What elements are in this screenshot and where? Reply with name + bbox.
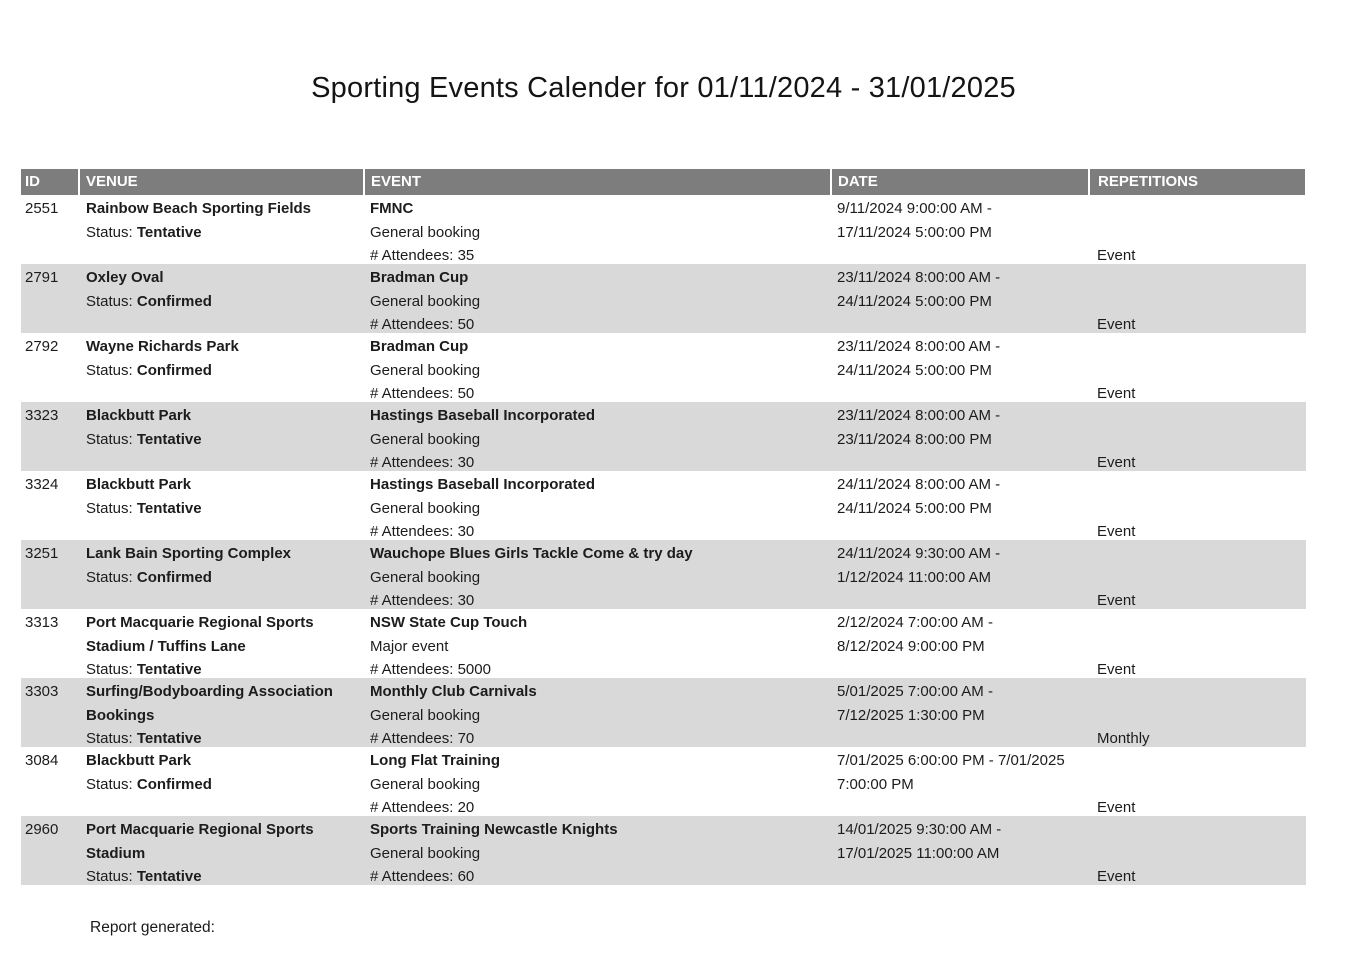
attendees-count: # Attendees: 20 [370, 799, 475, 816]
status-label: Status: [86, 499, 133, 517]
venue-name-line: Stadium / Tuffins Lane [86, 637, 246, 655]
repetition-value: Monthly [1097, 730, 1150, 747]
venue-cell [79, 195, 364, 264]
status-value: Confirmed [136, 361, 212, 379]
status-value: Tentative [136, 223, 202, 241]
venue-name-line: Stadium [86, 844, 146, 862]
event-cell [364, 816, 831, 885]
date-line: 24/11/2024 5:00:00 PM [837, 499, 992, 517]
venue-name [86, 542, 350, 566]
event-name: Bradman Cup [370, 338, 469, 355]
attendees-count: # Attendees: 5000 [370, 661, 491, 678]
event-cell [364, 678, 831, 747]
repetitions-cell [1089, 747, 1306, 816]
attendees-count: # Attendees: 70 [370, 730, 475, 747]
repetitions-cell [1089, 678, 1306, 747]
event-id: 2792 [25, 338, 59, 355]
attendees-count: # Attendees: 50 [370, 316, 475, 333]
venue-cell [79, 816, 364, 885]
venue-cell [79, 333, 364, 402]
booking-type: General booking [370, 568, 481, 586]
date-line: 24/11/2024 9:30:00 AM - [837, 545, 1001, 562]
table-row [21, 816, 1306, 885]
status-label: Status: [86, 730, 133, 747]
table-body [21, 195, 1306, 885]
date-cell [831, 402, 1089, 471]
venue-name [86, 473, 350, 497]
event-id: 3323 [25, 407, 59, 424]
table-row [21, 540, 1306, 609]
booking-type: General booking [370, 844, 481, 862]
date-line: 17/11/2024 5:00:00 PM [837, 223, 992, 241]
status-label: Status: [86, 430, 133, 448]
event-id: 2791 [25, 269, 59, 286]
event-cell [364, 609, 831, 678]
attendees-count: # Attendees: 50 [370, 385, 475, 402]
event-name: Hastings Baseball Incorporated [370, 407, 596, 424]
repetitions-cell [1089, 816, 1306, 885]
date-line: 7:00:00 PM [837, 775, 914, 793]
table-row [21, 195, 1306, 264]
report-title: Sporting Events Calender for 01/11/2024 - 31/01/2025 [311, 72, 1016, 105]
date-cell [831, 816, 1089, 885]
repetition-value: Event [1097, 523, 1136, 540]
status-line [86, 359, 350, 383]
repetitions-cell [1089, 402, 1306, 471]
date-line: 24/11/2024 5:00:00 PM [837, 361, 992, 379]
venue-name-line: Wayne Richards Park [86, 338, 239, 355]
event-id: 3313 [25, 614, 59, 631]
venue-name [86, 197, 350, 221]
event-id: 3324 [25, 476, 59, 493]
table-row [21, 333, 1306, 402]
repetitions-cell [1089, 333, 1306, 402]
venue-name [86, 335, 350, 359]
repetition-value: Event [1097, 385, 1136, 402]
table-row [21, 747, 1306, 816]
status-label: Status: [86, 361, 133, 379]
venue-name [86, 749, 350, 773]
status-value: Confirmed [136, 568, 212, 586]
attendees-count: # Attendees: 35 [370, 247, 475, 264]
events-table [21, 169, 1306, 885]
venue-name-line: Blackbutt Park [86, 752, 192, 769]
venue-name [86, 680, 350, 727]
attendees-count: # Attendees: 30 [370, 592, 475, 609]
date-line: 1/12/2024 11:00:00 AM [837, 568, 992, 586]
booking-type: General booking [370, 361, 481, 379]
event-name: Sports Training Newcastle Knights [370, 821, 618, 838]
venue-name-line: Surfing/Bodyboarding Association [86, 683, 333, 700]
repetition-value: Event [1097, 868, 1136, 885]
venue-name [86, 266, 350, 290]
repetitions-cell [1089, 609, 1306, 678]
status-line [86, 566, 350, 590]
event-cell [364, 471, 831, 540]
venue-name [86, 818, 350, 865]
table-row [21, 402, 1306, 471]
date-cell [831, 678, 1089, 747]
repetitions-cell [1089, 540, 1306, 609]
date-cell [831, 471, 1089, 540]
repetitions-cell [1089, 195, 1306, 264]
event-cell [364, 264, 831, 333]
event-id: 3251 [25, 545, 59, 562]
date-cell [831, 264, 1089, 333]
status-line [86, 428, 350, 452]
date-line: 7/01/2025 6:00:00 PM - 7/01/2025 [837, 752, 1065, 769]
status-line [86, 290, 350, 314]
booking-type: General booking [370, 706, 481, 724]
repetition-value: Event [1097, 592, 1136, 609]
repetition-value: Event [1097, 661, 1136, 678]
date-cell [831, 747, 1089, 816]
event-id: 3084 [25, 752, 59, 769]
date-line: 9/11/2024 9:00:00 AM - [837, 200, 992, 217]
status-line [86, 221, 350, 245]
repetition-value: Event [1097, 247, 1136, 264]
report-generated-label: Report generated: [90, 919, 215, 936]
date-cell [831, 195, 1089, 264]
venue-cell [79, 609, 364, 678]
event-id: 2960 [25, 821, 59, 838]
date-line: 23/11/2024 8:00:00 AM - [837, 407, 1001, 424]
event-name: Hastings Baseball Incorporated [370, 476, 596, 493]
repetition-value: Event [1097, 454, 1136, 471]
venue-cell [79, 678, 364, 747]
column-header-id: ID [21, 169, 78, 195]
event-cell [364, 540, 831, 609]
event-name: Long Flat Training [370, 752, 500, 769]
event-name: FMNC [370, 200, 414, 217]
venue-name-line: Lank Bain Sporting Complex [86, 545, 292, 562]
date-cell [831, 540, 1089, 609]
event-id: 3303 [25, 683, 59, 700]
date-line: 23/11/2024 8:00:00 AM - [837, 269, 1001, 286]
booking-type: General booking [370, 499, 481, 517]
column-header-repetitions: REPETITIONS [1090, 169, 1305, 195]
table-row [21, 264, 1306, 333]
venue-cell [79, 540, 364, 609]
venue-name [86, 611, 350, 658]
status-value: Tentative [136, 730, 202, 747]
date-line: 17/01/2025 11:00:00 AM [837, 844, 1000, 862]
attendees-count: # Attendees: 30 [370, 454, 475, 471]
status-value: Confirmed [136, 775, 212, 793]
booking-type: General booking [370, 430, 481, 448]
booking-type: General booking [370, 775, 481, 793]
date-line: 24/11/2024 5:00:00 PM [837, 292, 992, 310]
table-row [21, 609, 1306, 678]
venue-name [86, 404, 350, 428]
table-row [21, 471, 1306, 540]
table-row [21, 678, 1306, 747]
date-cell [831, 333, 1089, 402]
date-line: 24/11/2024 8:00:00 AM - [837, 476, 1001, 493]
booking-type: General booking [370, 292, 481, 310]
status-value: Tentative [136, 430, 202, 448]
status-line [86, 497, 350, 521]
attendees-count: # Attendees: 60 [370, 868, 475, 885]
booking-type: General booking [370, 223, 481, 241]
status-label: Status: [86, 868, 133, 885]
venue-cell [79, 471, 364, 540]
venue-name-line: Bookings [86, 706, 155, 724]
venue-name-line: Blackbutt Park [86, 476, 192, 493]
date-line: 14/01/2025 9:30:00 AM - [837, 821, 1002, 838]
status-value: Tentative [136, 661, 202, 678]
status-label: Status: [86, 775, 133, 793]
status-line [86, 773, 350, 797]
event-cell [364, 333, 831, 402]
status-line [86, 865, 350, 889]
column-header-date: DATE [832, 169, 1088, 195]
date-cell [831, 609, 1089, 678]
repetition-value: Event [1097, 316, 1136, 333]
event-cell [364, 195, 831, 264]
date-line: 2/12/2024 7:00:00 AM - [837, 614, 993, 631]
event-cell [364, 747, 831, 816]
venue-cell [79, 747, 364, 816]
event-cell [364, 402, 831, 471]
status-label: Status: [86, 292, 133, 310]
date-line: 23/11/2024 8:00:00 PM [837, 430, 992, 448]
booking-type: Major event [370, 637, 449, 655]
table-header [21, 169, 1306, 195]
event-name: NSW State Cup Touch [370, 614, 528, 631]
venue-name-line: Oxley Oval [86, 269, 164, 286]
venue-name-line: Rainbow Beach Sporting Fields [86, 200, 312, 217]
venue-name-line: Port Macquarie Regional Sports [86, 614, 314, 631]
event-name: Wauchope Blues Girls Tackle Come & try day [370, 545, 693, 562]
date-line: 8/12/2024 9:00:00 PM [837, 637, 985, 655]
venue-cell [79, 264, 364, 333]
repetitions-cell [1089, 264, 1306, 333]
event-id: 2551 [25, 200, 59, 217]
event-name: Bradman Cup [370, 269, 469, 286]
date-line: 23/11/2024 8:00:00 AM - [837, 338, 1001, 355]
venue-name-line: Port Macquarie Regional Sports [86, 821, 314, 838]
repetitions-cell [1089, 471, 1306, 540]
status-value: Tentative [136, 499, 202, 517]
date-line: 5/01/2025 7:00:00 AM - [837, 683, 993, 700]
event-name: Monthly Club Carnivals [370, 683, 537, 700]
status-label: Status: [86, 568, 133, 586]
column-header-event: EVENT [365, 169, 830, 195]
repetition-value: Event [1097, 799, 1136, 816]
column-header-venue: VENUE [80, 169, 363, 195]
attendees-count: # Attendees: 30 [370, 523, 475, 540]
venue-name-line: Blackbutt Park [86, 407, 192, 424]
status-label: Status: [86, 223, 133, 241]
venue-cell [79, 402, 364, 471]
status-value: Tentative [136, 868, 202, 885]
date-line: 7/12/2025 1:30:00 PM [837, 706, 985, 724]
status-value: Confirmed [136, 292, 212, 310]
status-label: Status: [86, 661, 133, 678]
